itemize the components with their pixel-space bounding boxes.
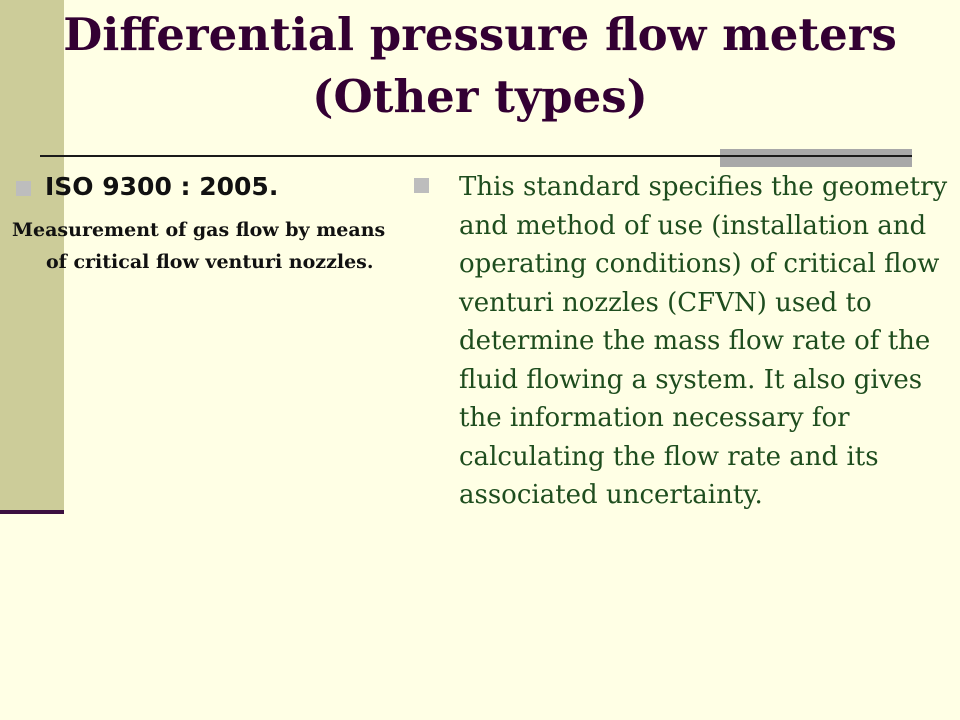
left-bar-underline	[0, 510, 64, 514]
standard-number: ISO 9300 : 2005.	[45, 172, 279, 201]
slide-title-line2: (Other types)	[312, 70, 648, 123]
slide-title-line1: Differential pressure flow meters	[63, 8, 897, 61]
right-column	[412, 168, 960, 515]
description-list-item	[412, 168, 960, 515]
square-bullet-icon	[16, 181, 31, 196]
title-divider	[40, 155, 912, 157]
square-bullet-icon	[414, 178, 429, 193]
left-column	[12, 172, 404, 278]
title-accent-bar	[720, 149, 912, 167]
standard-description: Measurement of gas flow by means of critical flow venturi nozzles.	[12, 219, 386, 273]
slide-title	[0, 4, 960, 128]
standard-list-item	[12, 172, 404, 202]
standard-scope-text: This standard specifies the geometry and method of use (installation and operating conditions) of critical flow venturi nozzles (CFVN) used to determine the mass flow rate of the fluid flowing a system. It also gives the information necessary for calculating the flow rate and its associated uncertainty.	[459, 172, 948, 510]
